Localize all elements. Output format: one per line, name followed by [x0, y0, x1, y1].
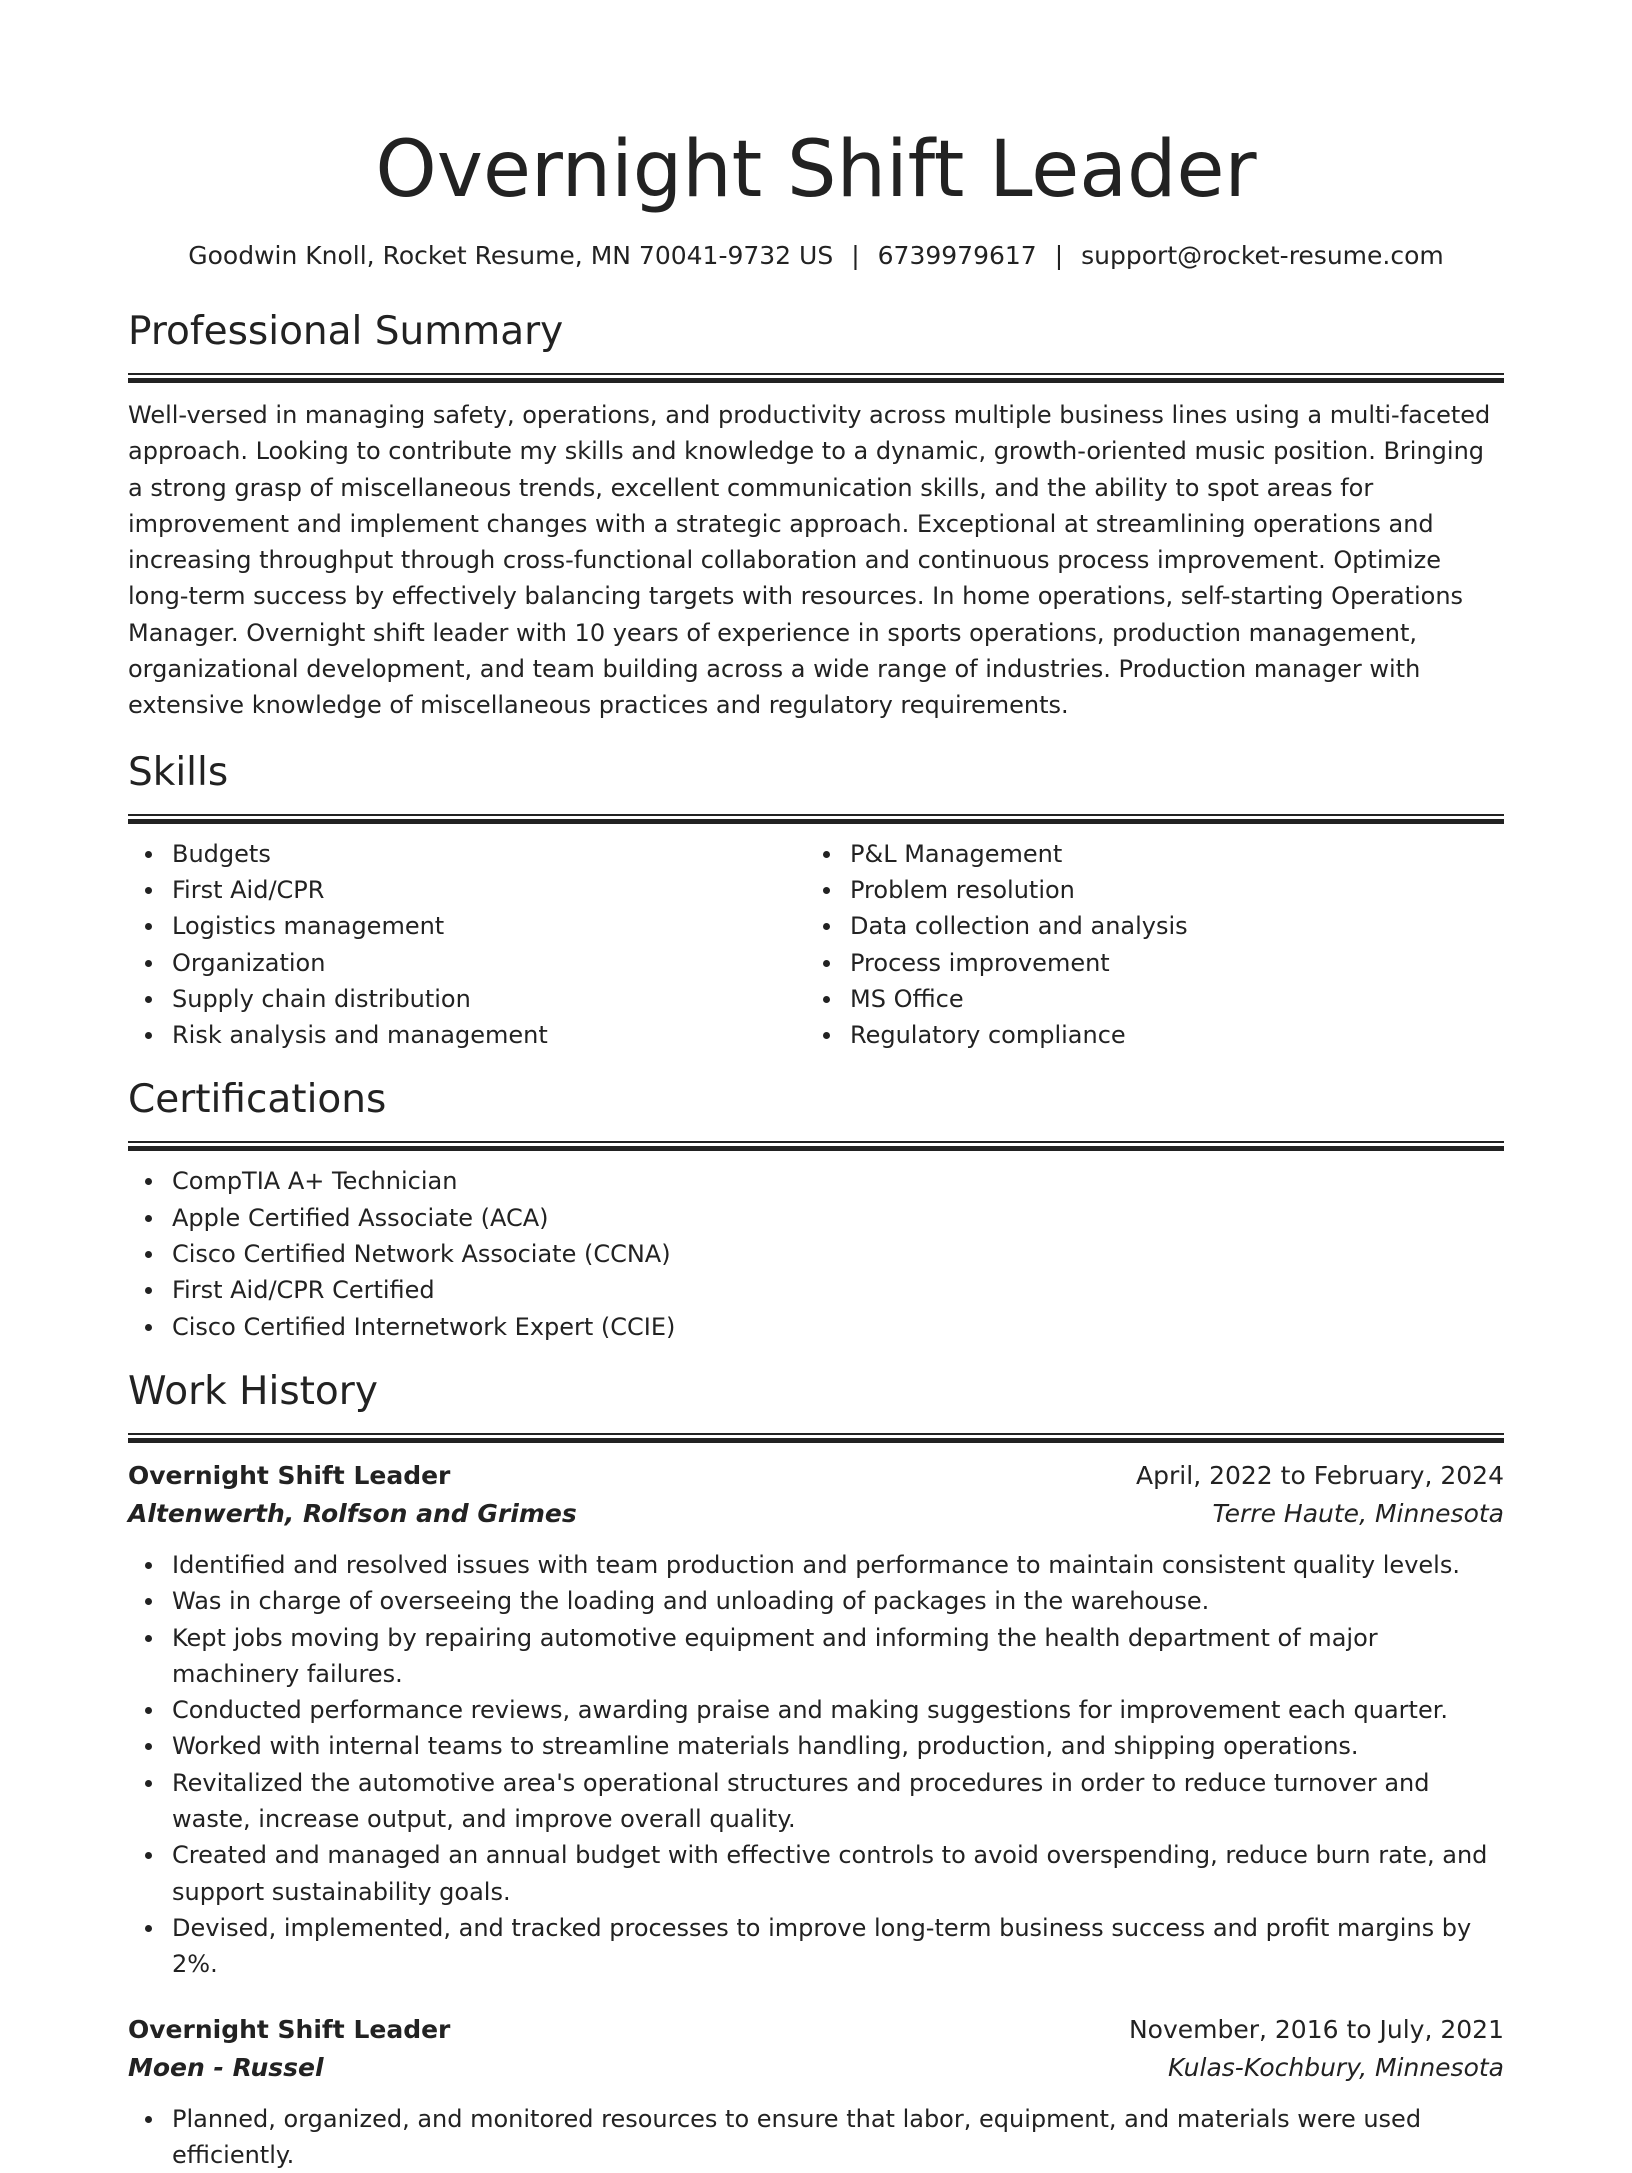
summary-section — [128, 307, 1504, 724]
section-divider — [128, 1141, 1504, 1151]
certification-item: Cisco Certified Internetwork Expert (CCIE) — [128, 1309, 1504, 1345]
certification-item: CompTIA A+ Technician — [128, 1163, 1504, 1199]
contact-address: Goodwin Knoll, Rocket Resume, MN 70041-9732 US — [188, 241, 833, 270]
job-company-row — [128, 2049, 1504, 2087]
contact-line — [128, 238, 1504, 274]
skills-section — [128, 748, 1504, 1054]
job-location: Kulas-Kochbury, Minnesota — [1168, 2049, 1504, 2087]
section-divider — [128, 814, 1504, 824]
contact-phone: 6739979617 — [878, 241, 1037, 270]
skill-item: Problem resolution — [806, 872, 1484, 908]
skill-item: P&L Management — [806, 836, 1484, 872]
contact-separator: | — [1055, 238, 1063, 274]
job-duty: Was in charge of overseeing the loading and unloading of packages in the warehouse. — [128, 1583, 1504, 1619]
work-history-section — [128, 1367, 1504, 2173]
skills-heading: Skills — [128, 748, 1504, 798]
skill-item: Supply chain distribution — [128, 981, 806, 1017]
job-entry — [128, 2011, 1504, 2173]
contact-separator: | — [851, 238, 859, 274]
job-duty: Planned, organized, and monitored resources to ensure that labor, equipment, and materials were used efficiently. — [128, 2101, 1504, 2173]
job-dates: November, 2016 to July, 2021 — [1129, 2011, 1504, 2049]
job-header-row — [128, 1457, 1504, 1495]
job-duty: Devised, implemented, and tracked processes to improve long-term business success and profit margins by 2%. — [128, 1910, 1504, 1983]
section-divider — [128, 373, 1504, 383]
resume-title: Overnight Shift Leader — [128, 120, 1504, 220]
certification-item: Cisco Certified Network Associate (CCNA) — [128, 1236, 1504, 1272]
certifications-section — [128, 1075, 1504, 1344]
certifications-list — [128, 1163, 1504, 1344]
job-company-row — [128, 1495, 1504, 1533]
skill-item: Data collection and analysis — [806, 908, 1484, 944]
job-title: Overnight Shift Leader — [128, 1457, 450, 1495]
job-header-row — [128, 2011, 1504, 2049]
certifications-heading: Certifications — [128, 1075, 1504, 1125]
job-company: Moen - Russel — [128, 2049, 324, 2087]
resume-page — [128, 0, 1504, 2173]
job-duty: Revitalized the automotive area's operational structures and procedures in order to reduce turnover and waste, increase output, and improve overall quality. — [128, 1765, 1504, 1838]
skill-item: Regulatory compliance — [806, 1017, 1484, 1053]
summary-text: Well-versed in managing safety, operations, and productivity across multiple business lines using a multi-faceted approach. Looking to contribute my skills and knowledge to a dynamic, growth-oriented music position. Bringing a strong grasp of miscellaneous trends, excellent communication skills, and the ability to spot areas for improvement and implement changes with a strategic approach. Exceptional at streamlining operations and increasing throughput through cross-functional collaboration and continuous process improvement. Optimize long-term success by effectively balancing targets with resources. In home operations, self-starting Operations Manager. Overnight shift leader with 10 years of experience in sports operations, production management, organizational development, and team building across a wide range of industries. Production manager with extensive knowledge of miscellaneous practices and regulatory requirements. — [128, 397, 1504, 724]
job-duty: Created and managed an annual budget with effective controls to avoid overspending, reduce burn rate, and support sustainability goals. — [128, 1837, 1504, 1910]
job-location: Terre Haute, Minnesota — [1212, 1495, 1504, 1533]
job-duty: Identified and resolved issues with team production and performance to maintain consistent quality levels. — [128, 1547, 1504, 1583]
skills-list-right — [806, 836, 1484, 1054]
job-duties-list — [128, 2101, 1504, 2173]
work-history-heading: Work History — [128, 1367, 1504, 1417]
job-duty: Worked with internal teams to streamline materials handling, production, and shipping operations. — [128, 1728, 1504, 1764]
job-duty: Conducted performance reviews, awarding praise and making suggestions for improvement each quarter. — [128, 1692, 1504, 1728]
contact-email: support@rocket-resume.com — [1081, 241, 1444, 270]
job-entry — [128, 1457, 1504, 1983]
skill-item: Risk analysis and management — [128, 1017, 806, 1053]
section-divider — [128, 1433, 1504, 1443]
job-duty: Kept jobs moving by repairing automotive equipment and informing the health department of major machinery failures. — [128, 1620, 1504, 1693]
skill-item: Process improvement — [806, 945, 1484, 981]
skills-columns — [128, 836, 1504, 1054]
skill-item: Budgets — [128, 836, 806, 872]
job-company: Altenwerth, Rolfson and Grimes — [128, 1495, 577, 1533]
skill-item: MS Office — [806, 981, 1484, 1017]
certification-item: Apple Certified Associate (ACA) — [128, 1200, 1504, 1236]
job-dates: April, 2022 to February, 2024 — [1136, 1457, 1504, 1495]
skill-item: Logistics management — [128, 908, 806, 944]
skill-item: Organization — [128, 945, 806, 981]
certification-item: First Aid/CPR Certified — [128, 1272, 1504, 1308]
skills-list-left — [128, 836, 806, 1054]
job-duties-list — [128, 1547, 1504, 1983]
summary-heading: Professional Summary — [128, 307, 1504, 357]
job-title: Overnight Shift Leader — [128, 2011, 450, 2049]
skill-item: First Aid/CPR — [128, 872, 806, 908]
